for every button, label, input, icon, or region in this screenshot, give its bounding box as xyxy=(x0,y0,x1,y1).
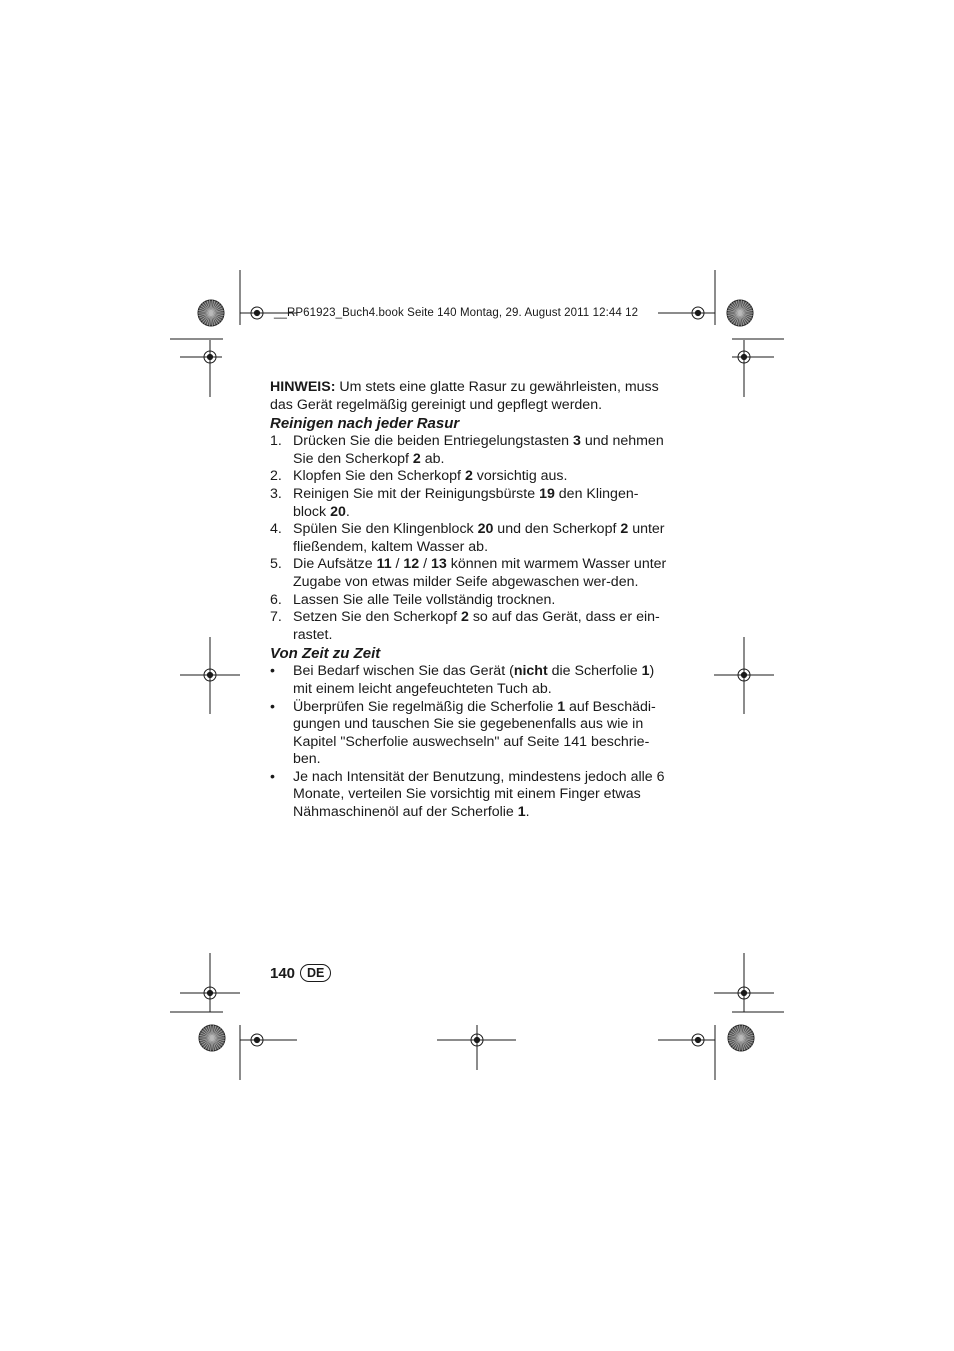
text-run: Klopfen Sie den Scherkopf xyxy=(293,468,465,485)
bold-reference: 12 xyxy=(403,556,420,573)
cleaning-steps-list xyxy=(270,433,670,644)
text-run: so auf das Gerät, dass er ein-rastet. xyxy=(293,609,660,643)
text-run: vorsichtig aus. xyxy=(472,468,568,485)
step-item xyxy=(270,468,670,486)
step-text xyxy=(293,609,660,643)
bold-reference: nicht xyxy=(513,663,548,680)
page-footer xyxy=(270,964,331,982)
step-item xyxy=(270,433,670,468)
language-badge: DE xyxy=(300,964,331,982)
section-heading-cleaning: Reinigen nach jeder Rasur xyxy=(270,415,460,433)
text-run: . xyxy=(345,503,350,520)
bullet-icon: • xyxy=(270,663,275,680)
bold-reference: 2 xyxy=(620,521,629,538)
step-item xyxy=(270,486,670,521)
text-run: ) mit einem leicht angefeuchteten Tuch ab. xyxy=(293,663,655,697)
bullet-text xyxy=(293,663,654,697)
section-heading-periodic: Von Zeit zu Zeit xyxy=(270,645,381,663)
step-number: 2. xyxy=(270,468,282,485)
bullet-item xyxy=(270,769,670,822)
step-text xyxy=(293,486,638,520)
step-number: 5. xyxy=(270,556,282,573)
color-registration-starburst-icon xyxy=(728,1025,754,1051)
text-run: ab. xyxy=(420,450,445,467)
step-number: 7. xyxy=(270,609,282,626)
step-number: 4. xyxy=(270,521,282,538)
step-number: 1. xyxy=(270,433,282,450)
text-run: Bei Bedarf wischen Sie das Gerät ( xyxy=(293,663,514,680)
bold-reference: 2 xyxy=(464,468,473,485)
text-run: unter fließendem, kaltem Wasser ab. xyxy=(293,521,665,555)
text-run: Lassen Sie alle Teile vollständig trocknen. xyxy=(293,591,556,608)
step-text xyxy=(293,433,664,467)
text-run: können mit warmem Wasser unter Zugabe von etwas milder Seife abgewaschen wer-den. xyxy=(293,556,667,590)
bold-reference: 19 xyxy=(539,485,555,502)
text-run: / xyxy=(419,556,432,573)
step-item xyxy=(270,609,670,644)
text-run: . xyxy=(525,804,530,821)
text-run: Drücken Sie die beiden Entriegelungstasten xyxy=(293,433,573,450)
bold-reference: 11 xyxy=(376,556,392,573)
text-run: Spülen Sie den Klingenblock xyxy=(293,521,478,538)
text-run: Überprüfen Sie regelmäßig die Scherfolie xyxy=(293,698,558,715)
step-text xyxy=(293,521,665,555)
bold-reference: 1 xyxy=(557,698,566,715)
note-label: HINWEIS: xyxy=(270,379,336,395)
step-number: 3. xyxy=(270,485,282,502)
bullet-icon: • xyxy=(270,698,275,715)
color-registration-starburst-icon xyxy=(199,1025,225,1051)
text-run: Die Aufsätze xyxy=(293,556,377,573)
step-item xyxy=(270,592,670,610)
step-number: 6. xyxy=(270,591,282,608)
bold-reference: 13 xyxy=(431,556,447,573)
step-text xyxy=(293,468,567,484)
step-item xyxy=(270,521,670,556)
bullet-text xyxy=(293,769,664,820)
bold-reference: 1 xyxy=(517,804,526,821)
bold-reference: 2 xyxy=(412,450,421,467)
bullet-text xyxy=(293,699,656,768)
step-text xyxy=(293,592,555,608)
page-number: 140 xyxy=(270,964,296,982)
note-text: Um stets eine glatte Rasur zu gewährleisten, muss das Gerät regelmäßig gereinigt und gepflegt werden. xyxy=(270,379,659,413)
bullet-item xyxy=(270,663,670,698)
step-item xyxy=(270,556,670,591)
print-file-info: __RP61923_Buch4.book Seite 140 Montag, 29. August 2011 12:44 12 xyxy=(274,307,639,319)
text-run: auf Beschädi-gungen und tauschen Sie sie gegebenenfalls aus wie in Kapitel "Scherfolie auswechseln" auf Seite 141 beschrie-ben. xyxy=(293,698,656,768)
text-run: Setzen Sie den Scherkopf xyxy=(293,609,461,626)
text-run: die Scherfolie xyxy=(547,663,642,680)
note-paragraph xyxy=(270,379,670,414)
text-run: den Klingen-block xyxy=(293,485,639,520)
bold-reference: 1 xyxy=(641,663,650,680)
bold-reference: 20 xyxy=(477,521,494,538)
text-run: / xyxy=(391,556,404,573)
color-registration-starburst-icon xyxy=(198,300,224,326)
bullet-item xyxy=(270,699,670,769)
periodic-care-list xyxy=(270,663,670,821)
bold-reference: 3 xyxy=(573,433,581,450)
bold-reference: 2 xyxy=(461,609,469,626)
color-registration-starburst-icon xyxy=(727,300,753,326)
text-run: und nehmen Sie den Scherkopf xyxy=(293,433,664,467)
text-run: Reinigen Sie mit der Reinigungsbürste xyxy=(293,485,540,502)
bold-reference: 20 xyxy=(330,503,346,520)
bullet-icon: • xyxy=(270,768,275,785)
text-run: und den Scherkopf xyxy=(493,521,621,538)
text-run: Je nach Intensität der Benutzung, mindestens jedoch alle 6 Monate, verteilen Sie vorsichtig mit einem Finger etwas Nähmaschinenöl auf der Scherfolie xyxy=(293,768,665,821)
page-content xyxy=(270,379,670,822)
step-text xyxy=(293,556,666,590)
